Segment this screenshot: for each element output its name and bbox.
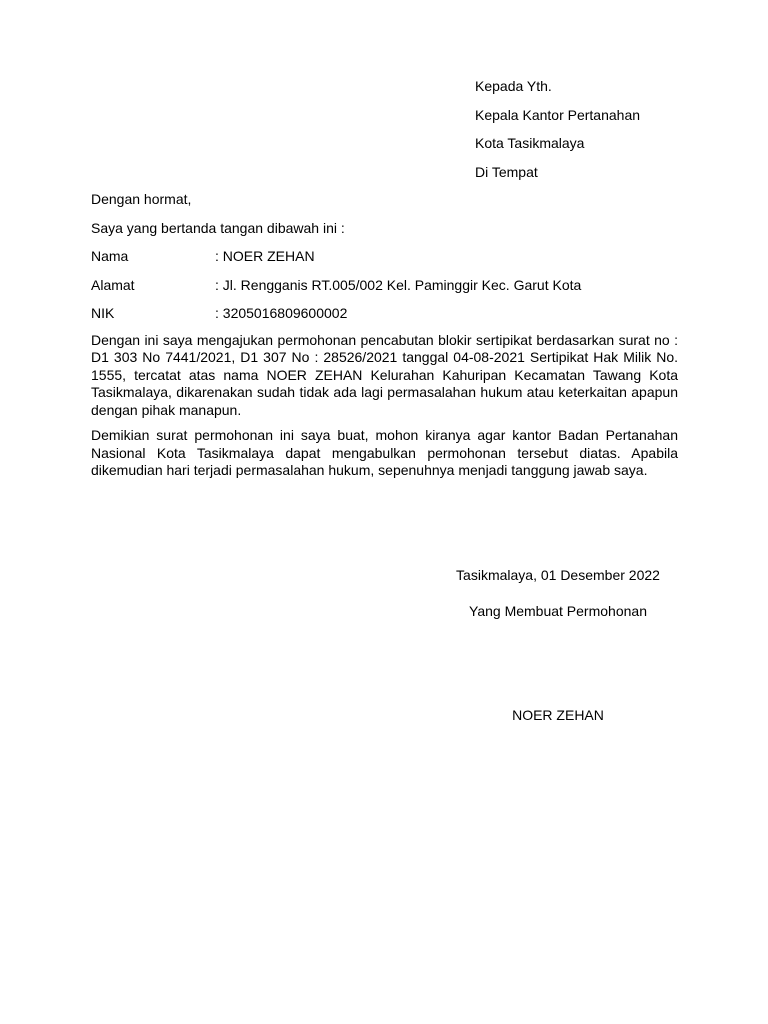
field-row-nik: [91, 303, 678, 323]
intro-line: Saya yang bertanda tangan dibawah ini :: [91, 219, 345, 236]
field-label-nik: NIK: [91, 305, 115, 321]
field-value-name: : NOER ZEHAN: [215, 248, 315, 264]
field-label-name: Nama: [91, 248, 129, 264]
field-label-address: Alamat: [91, 276, 135, 293]
place-date: Tasikmalaya, 01 Desember 2022: [456, 567, 660, 583]
signer-name: NOER ZEHAN: [512, 707, 604, 723]
signature-block: [440, 564, 676, 726]
recipient-line-place: Di Tempat: [475, 163, 538, 180]
recipient-block: [475, 76, 735, 190]
request-paragraph: Dengan ini saya mengajukan permohonan pencabutan blokir sertipikat berdasarkan surat no : D1 303 No 7441/2021, D1 307 No : 28526/2021 tanggal 04-08-2021 Sertipikat Hak Milik No. 1555, tercatat atas nama NOER ZEHAN Kelurahan Kahuripan Kecamatan Tawang Kota Tasikmalaya, dikarenakan sudah tidak ada lagi permasalahan hukum atau keterkaitan apapun dengan pihak manapun.: [91, 331, 678, 418]
field-value-nik: : 3205016809600002: [215, 305, 348, 321]
field-row-name: [91, 246, 678, 266]
recipient-line-city: Kota Tasikmalaya: [475, 135, 585, 151]
letter-body: [91, 189, 678, 488]
field-row-address: [91, 275, 678, 295]
recipient-line-greeting: Kepada Yth.: [475, 78, 552, 94]
recipient-line-office: Kepala Kantor Pertanahan: [475, 106, 641, 123]
signer-role: Yang Membuat Permohonan: [469, 603, 647, 619]
closing-paragraph: Demikian surat permohonan ini saya buat, mohon kiranya agar kantor Badan Pertanahan Nasional Kota Tasikmalaya dapat mengabulkan permohonan tersebut diatas. Apabila dikemudian hari terjadi permasalahan hukum, sepenuhnya menjadi tanggung jawab saya.: [91, 427, 678, 478]
field-value-address: : Jl. Rengganis RT.005/002 Kel. Paminggir Kec. Garut Kota: [215, 276, 582, 293]
salutation: Dengan hormat,: [91, 191, 192, 207]
